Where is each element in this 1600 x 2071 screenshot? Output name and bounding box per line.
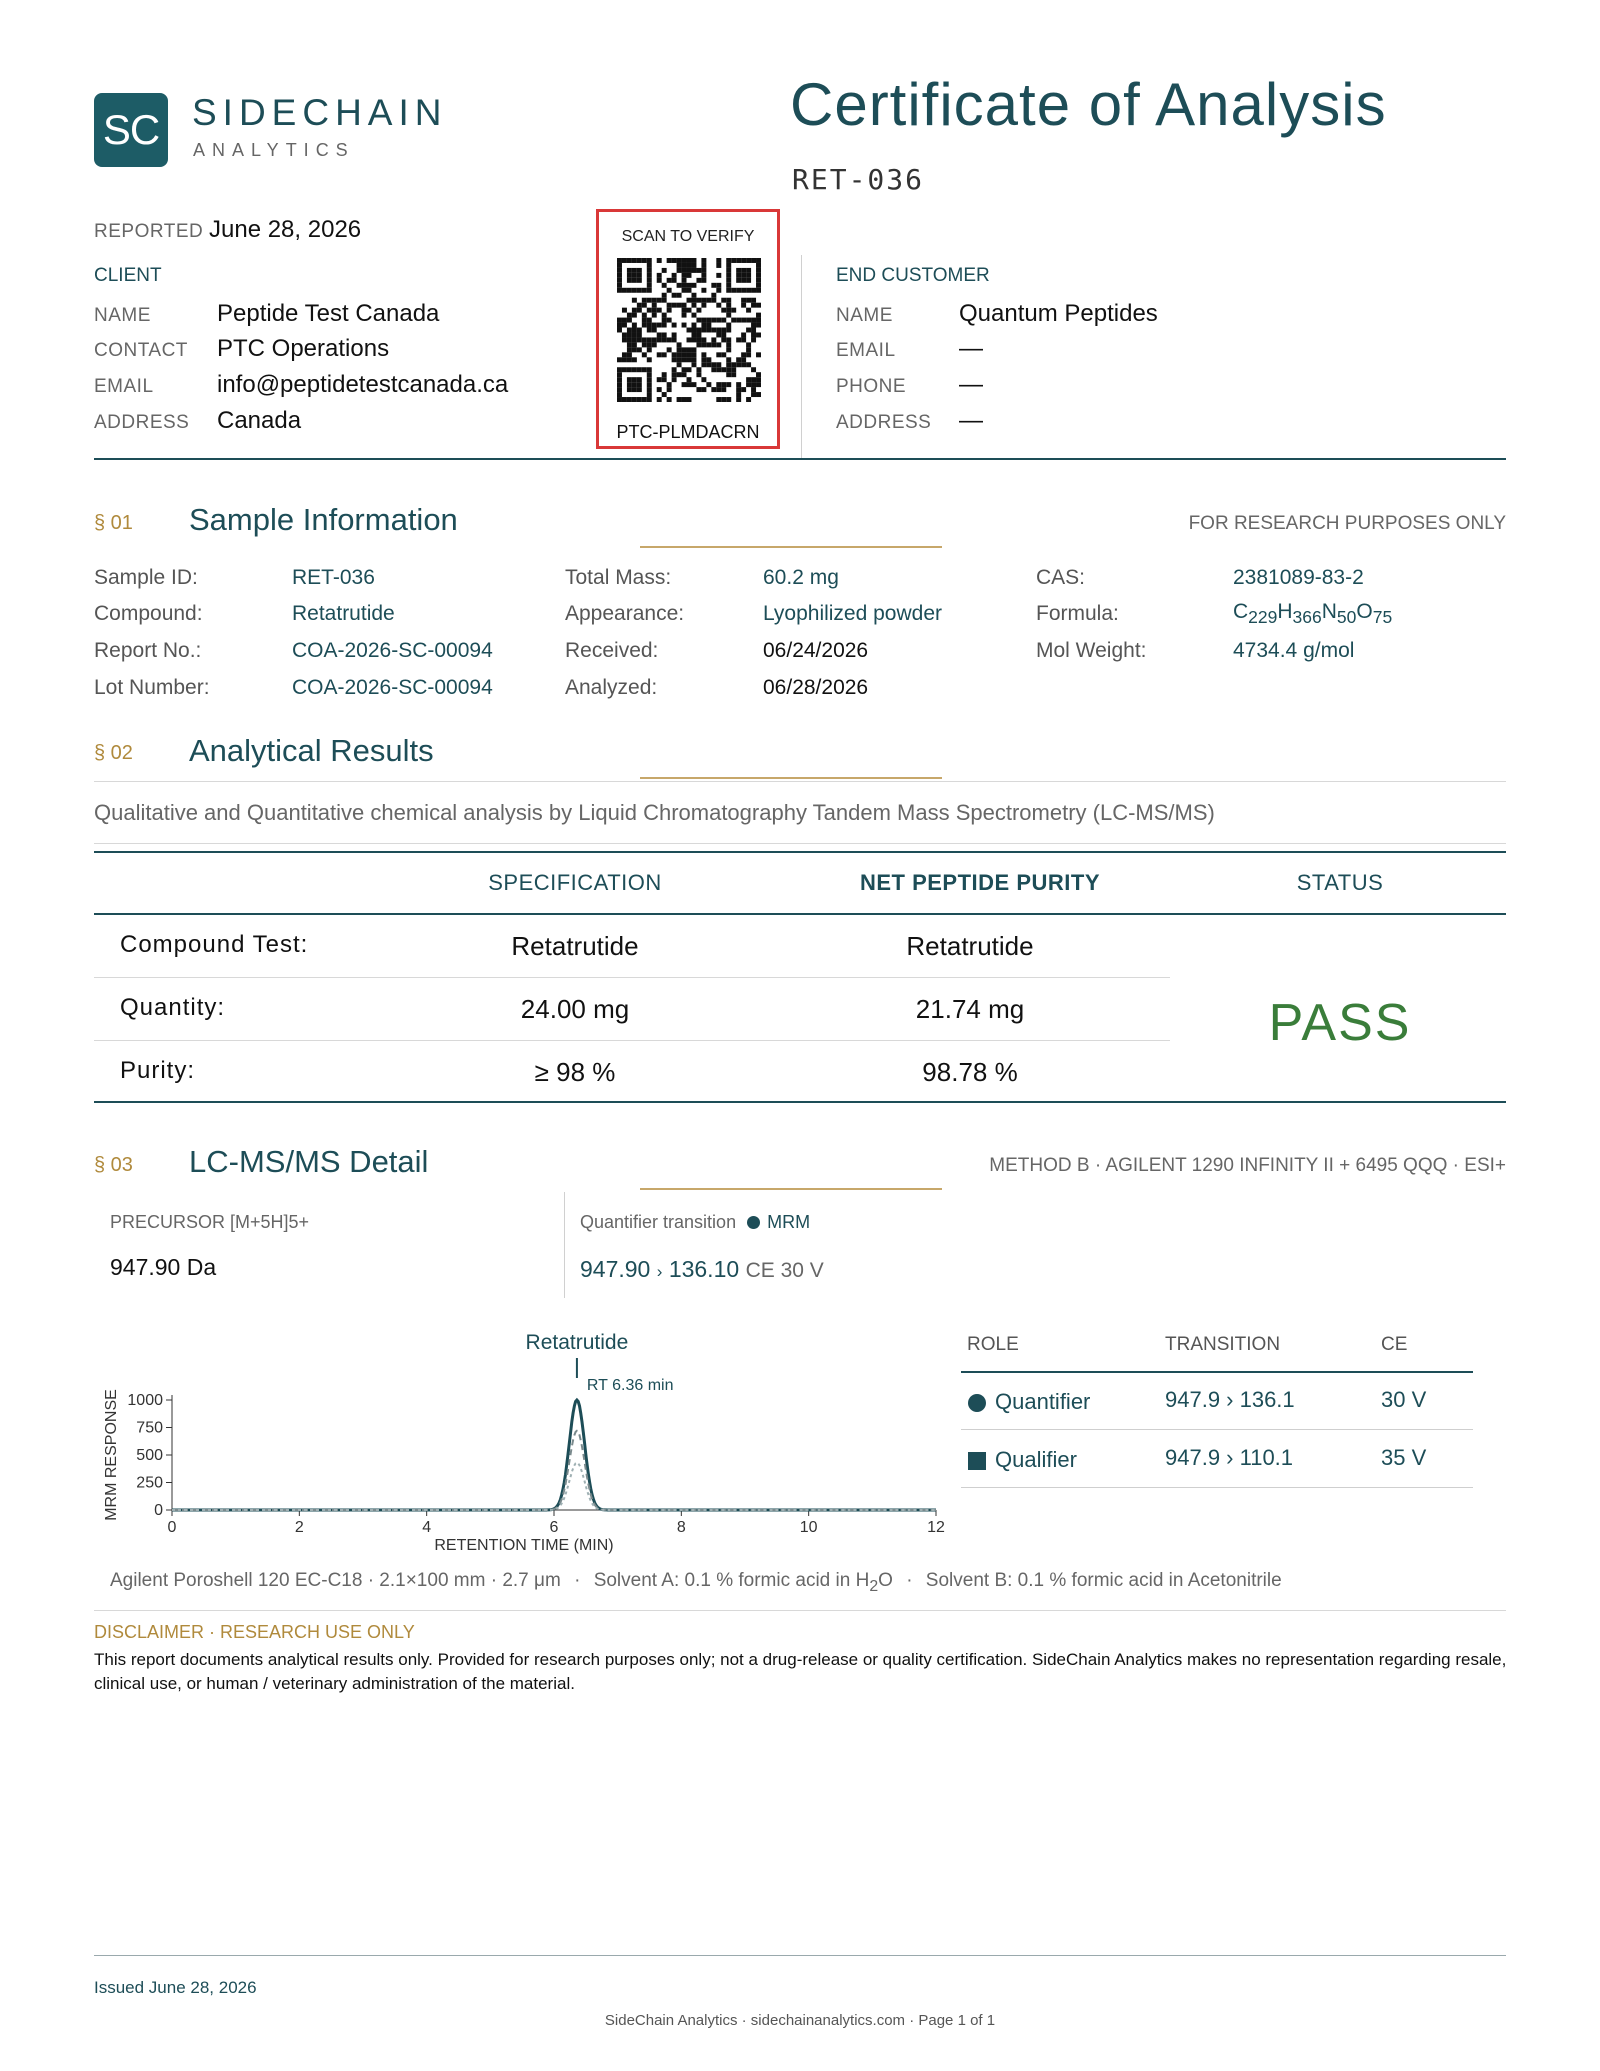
customer-phone-label: PHONE	[836, 376, 907, 397]
client-contact-value: PTC Operations	[217, 335, 390, 362]
quantifier-transition: 947.90 › 136.10 CE 30 V	[580, 1256, 824, 1282]
client-address-label: ADDRESS	[94, 412, 190, 433]
reported-date: June 28, 2026	[209, 216, 362, 243]
header-net-purity: NET PEPTIDE PURITY	[859, 870, 1101, 895]
chart-title: Retatrutide	[525, 1331, 629, 1354]
section-01-number: § 01	[94, 512, 133, 534]
customer-name-label: NAME	[836, 305, 893, 326]
customer-name-value: Quantum Peptides	[959, 300, 1158, 327]
results-header-rule	[94, 913, 1506, 915]
x-tick-label: 12	[927, 1519, 945, 1536]
y-axis-title: MRM RESPONSE	[103, 1389, 120, 1521]
x-axis-title: RETENTION TIME (MIN)	[434, 1537, 614, 1554]
precursor-label: PRECURSOR [M+5H]5+	[110, 1212, 310, 1232]
sample-col1-value-2: COA-2026-SC-00094	[292, 639, 493, 662]
qr-caption: SCAN TO VERIFY	[621, 228, 755, 245]
trans-row-rule	[961, 1429, 1473, 1430]
trans-transition: 947.9 › 110.1	[1165, 1445, 1294, 1470]
square-marker-icon	[968, 1452, 986, 1470]
x-tick-label: 10	[799, 1519, 818, 1536]
issued-date: Issued June 28, 2026	[94, 1978, 257, 1997]
x-tick-label: 6	[549, 1519, 559, 1536]
document-id: RET-036	[792, 163, 925, 196]
research-note: FOR RESEARCH PURPOSES ONLY	[1188, 513, 1506, 534]
client-name-label: NAME	[94, 305, 151, 326]
sample-col2-value-3: 06/28/2026	[763, 676, 869, 699]
customer-email-label: EMAIL	[836, 340, 896, 361]
sample-col2-label-2: Received:	[565, 639, 659, 662]
header-specification: SPECIFICATION	[488, 870, 662, 895]
series-quantifier-line	[172, 1400, 936, 1510]
peak-annotation: RT 6.36 min	[586, 1377, 674, 1394]
trans-header-role: ROLE	[967, 1334, 1019, 1355]
disclaimer-rule	[94, 1610, 1506, 1611]
sample-col3-value-0: 2381089-83-2	[1233, 566, 1364, 589]
trans-role: Quantifier	[995, 1389, 1091, 1414]
y-tick-label: 500	[136, 1447, 163, 1464]
quantifier-label-row: Quantifier transition MRM	[580, 1212, 811, 1232]
results-bottom-rule	[94, 1101, 1506, 1103]
section-03-accent	[640, 1188, 942, 1190]
y-tick-label: 1000	[127, 1392, 163, 1409]
method-rule	[94, 843, 1506, 844]
x-tick-label: 0	[167, 1519, 177, 1536]
instrument-method: METHOD B · AGILENT 1290 INFINITY II + 6495 QQQ · ESI+	[989, 1155, 1506, 1176]
customer-phone-value: —	[959, 371, 983, 398]
y-tick-label: 250	[136, 1474, 163, 1492]
sample-col1-value-1: Retatrutide	[292, 602, 395, 625]
section-01-accent	[640, 546, 942, 548]
y-tick-label: 0	[154, 1502, 163, 1519]
disclaimer-heading: DISCLAIMER · RESEARCH USE ONLY	[94, 1622, 415, 1642]
result-row-spec: 24.00 mg	[520, 994, 630, 1024]
method-description: Qualitative and Quantitative chemical analysis by Liquid Chromatography Tandem Mass Spectrometry (LC-MS/MS)	[94, 800, 1215, 825]
result-row-net: 21.74 mg	[915, 994, 1025, 1024]
status-badge: PASS	[1268, 994, 1412, 1052]
result-row-spec: Retatrutide	[511, 931, 639, 961]
sample-col2-value-2: 06/24/2026	[763, 639, 869, 662]
sample-col2-value-1: Lyophilized powder	[763, 602, 943, 625]
trans-ce: 35 V	[1381, 1445, 1427, 1470]
x-tick-label: 2	[294, 1519, 304, 1536]
client-contact-label: CONTACT	[94, 340, 188, 361]
trans-header-ce: CE	[1381, 1334, 1408, 1355]
footer-line: SideChain Analytics · sidechainanalytics.com · Page 1 of 1	[604, 2012, 996, 2029]
result-row-label: Compound Test:	[120, 931, 309, 958]
section-02-number: § 02	[94, 742, 133, 764]
section-03-number: § 03	[94, 1154, 133, 1176]
result-row-divider	[94, 1040, 1170, 1041]
header-rule	[94, 458, 1506, 460]
quantifier-dot-icon	[747, 1216, 760, 1229]
trans-header-rule	[961, 1371, 1473, 1373]
qr-verify-panel[interactable]	[596, 209, 780, 449]
sample-col3-label-0: CAS:	[1036, 566, 1086, 589]
customer-address-label: ADDRESS	[836, 412, 932, 433]
sample-col2-label-3: Analyzed:	[565, 676, 658, 699]
x-tick-label: 4	[422, 1519, 432, 1536]
section-02-rule	[94, 781, 1506, 782]
qr-code-text: PTC-PLMDACRN	[616, 422, 760, 442]
sample-col1-value-0: RET-036	[292, 566, 375, 589]
sample-col1-label-1: Compound:	[94, 602, 203, 625]
result-row-spec: ≥ 98 %	[534, 1057, 616, 1087]
client-address-value: Canada	[217, 407, 302, 434]
series-qualifier-line	[172, 1431, 936, 1510]
y-tick-label: 750	[136, 1419, 163, 1437]
end-customer-heading: END CUSTOMER	[836, 265, 990, 286]
section-02-title: Analytical Results	[189, 733, 434, 768]
column-solvent-info: Agilent Poroshell 120 EC-C18 · 2.1×100 mm · 2.7 μm · Solvent A: 0.1 % formic acid in $H_2O$ · Solvent B: 0.1 % formic acid in Acetonitrile	[110, 1570, 1282, 1595]
document-title: Certificate of Analysis	[790, 71, 1387, 138]
sample-col1-label-3: Lot Number:	[94, 676, 210, 699]
result-row-net: 98.78 %	[922, 1057, 1018, 1087]
client-heading: CLIENT	[94, 265, 162, 286]
reported-label: REPORTED	[94, 221, 204, 242]
customer-email-value: —	[959, 335, 983, 362]
series-qualifier-2-line	[172, 1463, 936, 1510]
trans-transition: 947.9 › 136.1	[1165, 1387, 1295, 1412]
disclaimer-text: This report documents analytical results only. Provided for research purposes only; not a drug-release or quality certification. SideChain Analytics makes no representation regarding resale, clinical use, or human / veterinary administration of the material.	[94, 1650, 1507, 1693]
sample-col3-label-2: Mol Weight:	[1036, 639, 1147, 662]
lcms-divider	[564, 1192, 565, 1298]
trans-ce: 30 V	[1381, 1387, 1427, 1412]
sample-col1-value-3: COA-2026-SC-00094	[292, 676, 493, 699]
result-row-net: Retatrutide	[906, 931, 1034, 961]
chromatogram-chart	[94, 1315, 954, 1554]
footer-rule	[94, 1955, 1506, 1956]
sample-col1-label-2: Report No.:	[94, 639, 202, 662]
client-email-value: info@peptidetestcanada.ca	[217, 371, 509, 398]
result-row-label: Purity:	[120, 1057, 196, 1084]
header-status: STATUS	[1296, 870, 1384, 895]
trans-header-transition: TRANSITION	[1165, 1334, 1281, 1355]
precursor-value: 947.90 Da	[110, 1254, 217, 1280]
logo-mark: SC	[94, 93, 168, 167]
sample-col2-value-0: 60.2 mg	[763, 566, 839, 589]
brand-name: SIDECHAIN	[192, 92, 448, 133]
sample-col2-label-0: Total Mass:	[565, 566, 672, 589]
client-email-label: EMAIL	[94, 376, 154, 397]
brand-subtitle: ANALYTICS	[193, 140, 355, 160]
section-02-accent	[640, 777, 942, 779]
client-name-value: Peptide Test Canada	[217, 300, 440, 327]
formula-value: $C_{229}H_{366}N_{50}O_{75}$	[1233, 600, 1393, 628]
sample-col3-label-1: Formula:	[1036, 602, 1119, 625]
trans-row-rule	[961, 1487, 1473, 1488]
results-top-rule	[94, 851, 1506, 853]
result-row-divider	[94, 977, 1170, 978]
qr-code-icon[interactable]	[617, 258, 761, 402]
sample-col2-label-1: Appearance:	[565, 602, 685, 625]
section-01-title: Sample Information	[189, 502, 458, 537]
result-row-label: Quantity:	[120, 994, 226, 1021]
x-tick-label: 8	[676, 1519, 686, 1536]
section-03-title: LC-MS/MS Detail	[189, 1144, 429, 1179]
trans-role: Qualifier	[995, 1447, 1077, 1472]
customer-address-value: —	[959, 407, 983, 434]
sample-col1-label-0: Sample ID:	[94, 566, 198, 589]
header-divider	[801, 255, 802, 458]
circle-marker-icon	[968, 1394, 986, 1412]
sample-col3-value-2: 4734.4 g/mol	[1233, 639, 1355, 662]
